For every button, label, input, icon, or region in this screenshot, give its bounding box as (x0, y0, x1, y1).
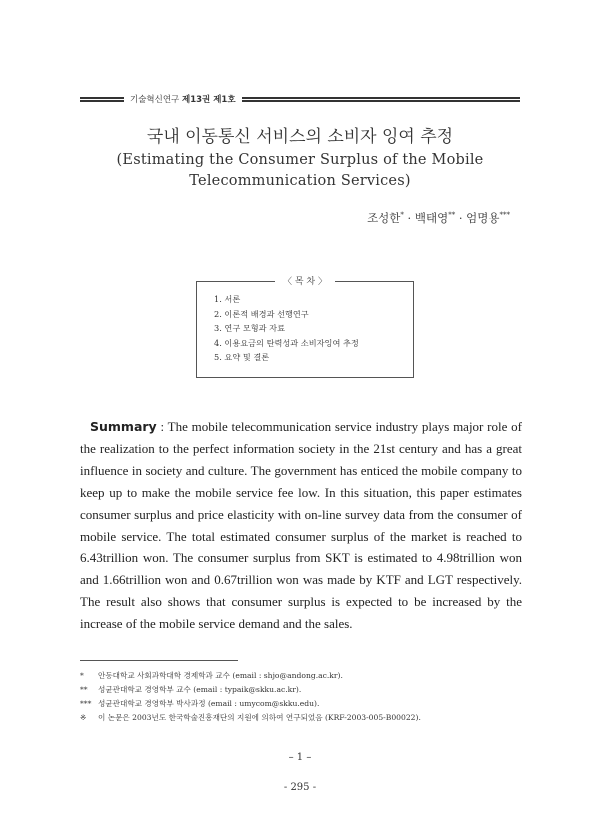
author-name: 조성한 (367, 211, 401, 225)
running-header (80, 93, 520, 105)
toc-item: 5. 요약 및 결론 (214, 352, 270, 362)
footnote-mark: * (80, 671, 84, 680)
title-english-line2: Telecommunication Services) (189, 173, 411, 189)
footnote (80, 711, 540, 725)
author-separator: · (455, 211, 467, 225)
footnote-text: 안동대학교 사회과학대학 경제학과 교수 (email : shjo@andong.ac.kr). (98, 671, 343, 680)
author-name: 엄명용 (466, 211, 500, 225)
footnote-mark: *** (80, 699, 92, 708)
summary-text: The mobile telecommunication service industry plays major role of the realization to the perfect information society in the 21st century and has a great influence in society and culture. The government has enticed the mobile company to keep up to make the mobile service fee low. In this situation, this paper estimates consumer surplus and price elasticity with on-line survey data from the consumer of mobile service. The total estimated consumer surplus of the market is reached to 6.43trillion won. The consumer surplus from SKT is estimated to 4.98trillion won and 1.66trillion won and 0.67trillion won was made by KTF and LGT respectively. The result also shows that consumer surplus is expected to be increased by the increase of the mobile service demand and the sales. (80, 419, 522, 632)
page-number-inner: – 1 – (288, 752, 312, 763)
journal-issue: 제13권 제1호 (181, 95, 236, 105)
summary-paragraph (80, 416, 522, 635)
author-list (367, 210, 510, 226)
toc-title: 〈 목 차 〉 (275, 277, 335, 287)
footnote-text: 성균관대학교 경영학부 교수 (email : typaik@skku.ac.kr). (98, 685, 302, 694)
toc-list (214, 292, 359, 365)
toc-item: 3. 연구 모형과 자료 (214, 323, 285, 333)
author-mark: * (400, 211, 404, 220)
table-of-contents (196, 277, 414, 378)
journal-name (124, 93, 242, 105)
footnote (80, 669, 540, 683)
author-name: 백태영 (414, 211, 449, 225)
page-number-outer: - 295 - (283, 782, 317, 793)
title-english (0, 150, 600, 192)
footnotes (80, 669, 540, 725)
title-korean: 국내 이동통신 서비스의 소비자 잉여 추정 (146, 127, 454, 147)
toc-item: 1. 서론 (214, 294, 241, 304)
toc-item: 4. 이용요금의 탄력성과 소비자잉여 추정 (214, 337, 359, 348)
footnote (80, 697, 540, 711)
footnote-rule (80, 660, 238, 661)
summary-separator: : (156, 419, 168, 434)
header-rule-right (242, 97, 520, 102)
author-mark: *** (499, 211, 510, 220)
header-rule-left (80, 97, 124, 102)
footnote-text: 이 논문은 2003년도 한국학술진흥재단의 지원에 의하여 연구되었음 (KRF-2003-005-B00022). (98, 713, 421, 722)
footnote (80, 683, 540, 697)
footnote-text: 성균관대학교 경영학부 박사과정 (email : umycom@skku.edu). (98, 699, 320, 708)
footnote-mark: ** (80, 685, 88, 694)
footnote-mark: ※ (80, 713, 87, 722)
author-separator: · (403, 211, 415, 225)
summary-lead: Summary (90, 419, 157, 434)
toc-title-wrap (197, 274, 413, 287)
journal-prefix: 기술혁신연구 (130, 95, 180, 105)
title-english-line1: (Estimating the Consumer Surplus of the Mobile (116, 152, 484, 168)
toc-item: 2. 이론적 배경과 선행연구 (214, 308, 309, 319)
author-mark: ** (448, 211, 456, 220)
